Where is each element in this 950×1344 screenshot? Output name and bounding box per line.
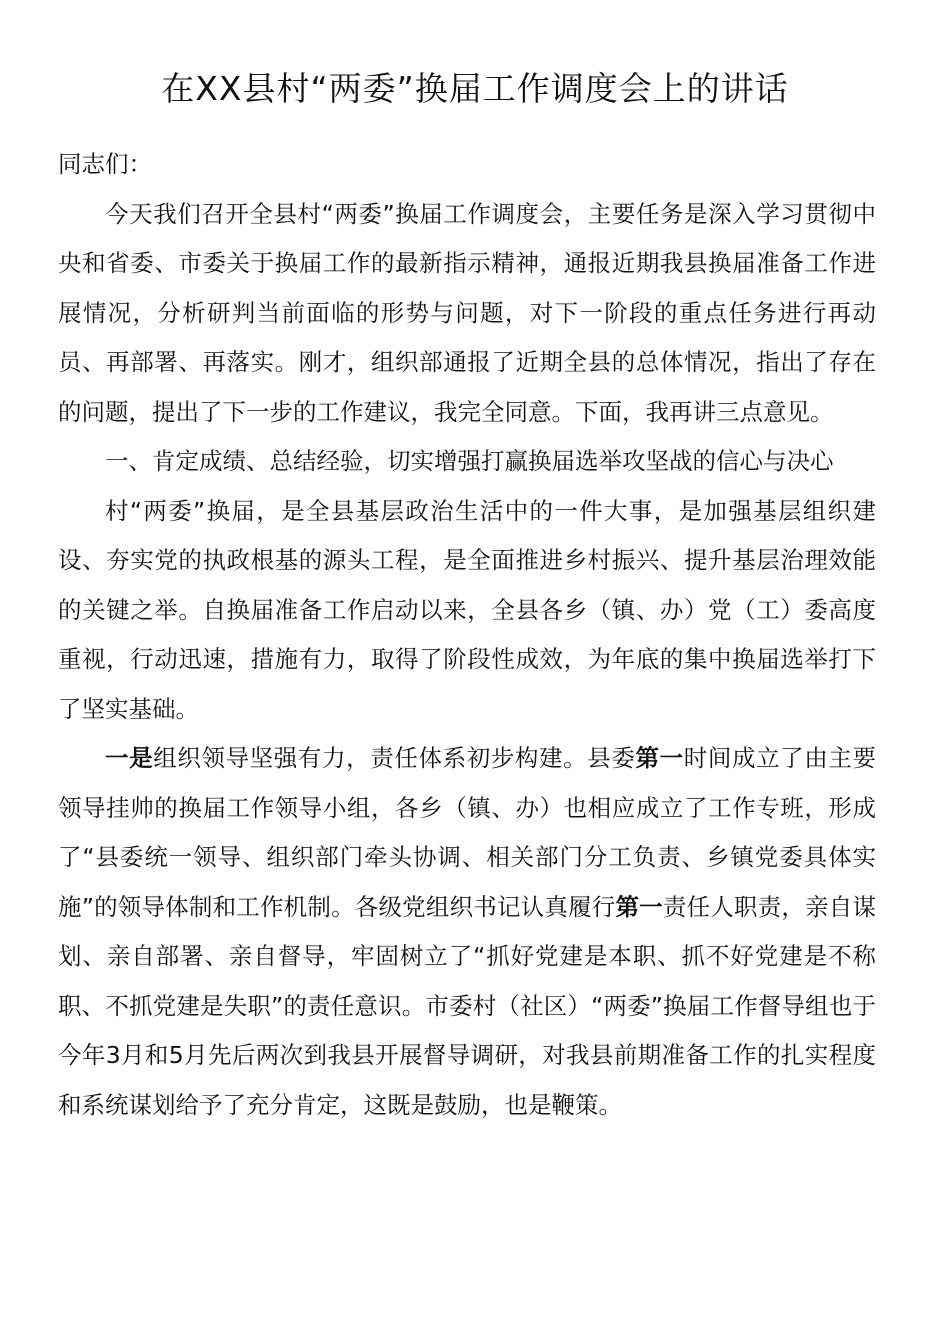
section-heading: 一、肯定成绩、总结经验，切实增强打赢换届选举攻坚战的信心与决心 xyxy=(105,447,834,475)
intro-paragraph: 今天我们召开全县村“两委”换届工作调度会，主要任务是深入学习贯彻中央和省委、市委关于换届工作的最新指示精神，通报近期我县换届准备工作进展情况，分析研判当前面临的形势与问题，对下一阶段的重点任务进行再动员、再部署、再落实。刚才，组织部通报了近期全县的总体情况，指出了存在的问题，提出了下一步的工作建议，我完全同意。下面，我再讲三点意见。 xyxy=(58,199,876,426)
point-one-paragraph xyxy=(58,734,876,1130)
document-title: 在XX县村“两委”换届工作调度会上的讲话 xyxy=(161,69,789,108)
document-body xyxy=(58,140,876,1130)
point-lead-label: 一是 xyxy=(105,744,154,772)
salutation: 同志们： xyxy=(58,150,152,178)
point-text-part: 时间成立了由主要领导挂帅的换届工作领导小组，各乡（镇、办）也相应成立了工作专班，形成了“县委统一领导、组织部门牵头协调、相关部门分工负责、乡镇党委具体实施”的领导体制和工作机制。各级党组织书记认真履行 xyxy=(58,744,877,921)
point-text-part: 责任人职责，亲自谋划、亲自部署、亲自督导，牢固树立了“抓好党建是本职、抓不好党建是不称职、不抓党建是失职”的责任意识。市委村（社区）“两委”换届工作督导组也于今年3月和5月先后两次到我县开展督导调研，对我县前期准备工作的扎实程度和系统谋划给予了充分肯定，这既是鼓励，也是鞭策。 xyxy=(58,892,876,1119)
emphasis-text: 第一 xyxy=(615,892,663,921)
section-paragraph: 村“两委”换届，是全县基层政治生活中的一件大事，是加强基层组织建设、夯实党的执政根基的源头工程，是全面推进乡村振兴、提升基层治理效能的关键之举。自换届准备工作启动以来，全县各乡（镇、办）党（工）委高度重视，行动迅速，措施有力，取得了阶段性成效，为年底的集中换届选举打下了坚实基础。 xyxy=(58,496,876,723)
emphasis-text: 第一 xyxy=(635,744,684,772)
point-text-part: 组织领导坚强有力，责任体系初步构建。县委 xyxy=(153,744,636,772)
